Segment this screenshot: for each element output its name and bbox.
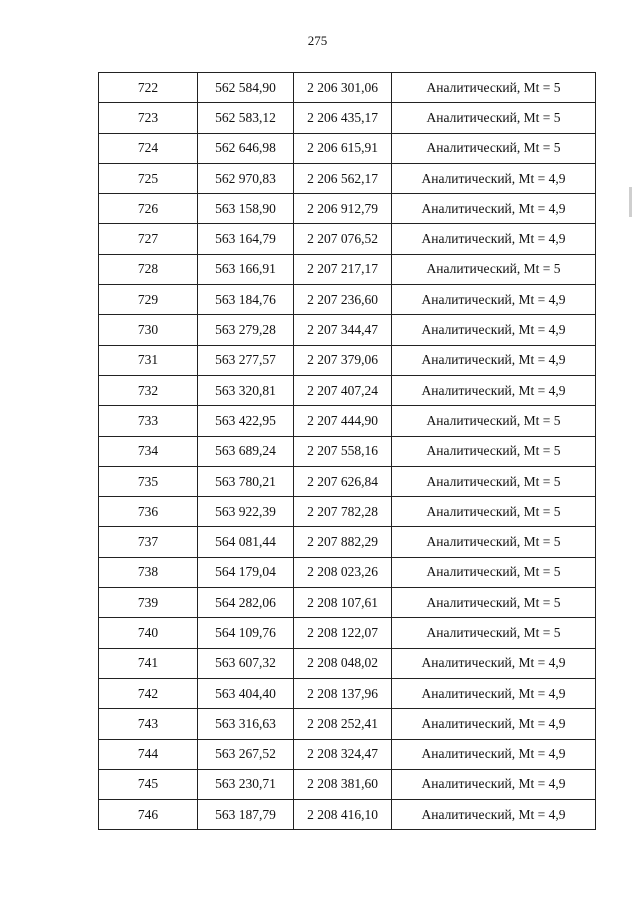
method-cell: Аналитический, Mt = 5 (392, 527, 596, 557)
y-coordinate-cell: 2 207 882,29 (294, 527, 392, 557)
point-number-cell: 729 (99, 285, 198, 315)
point-number-cell: 746 (99, 800, 198, 830)
x-coordinate-cell: 562 970,83 (198, 163, 294, 193)
x-coordinate-cell: 562 584,90 (198, 73, 294, 103)
method-cell: Аналитический, Mt = 5 (392, 406, 596, 436)
method-cell: Аналитический, Mt = 5 (392, 497, 596, 527)
table-row (99, 739, 596, 769)
method-cell: Аналитический, Mt = 4,9 (392, 769, 596, 799)
x-coordinate-cell: 563 607,32 (198, 648, 294, 678)
y-coordinate-cell: 2 207 444,90 (294, 406, 392, 436)
point-number-cell: 728 (99, 254, 198, 284)
point-number-cell: 725 (99, 163, 198, 193)
y-coordinate-cell: 2 208 381,60 (294, 769, 392, 799)
x-coordinate-cell: 563 158,90 (198, 194, 294, 224)
y-coordinate-cell: 2 206 912,79 (294, 194, 392, 224)
method-cell: Аналитический, Mt = 5 (392, 436, 596, 466)
x-coordinate-cell: 563 404,40 (198, 678, 294, 708)
x-coordinate-cell: 563 689,24 (198, 436, 294, 466)
y-coordinate-cell: 2 208 122,07 (294, 618, 392, 648)
x-coordinate-cell: 563 780,21 (198, 466, 294, 496)
point-number-cell: 734 (99, 436, 198, 466)
y-coordinate-cell: 2 207 344,47 (294, 315, 392, 345)
x-coordinate-cell: 564 179,04 (198, 557, 294, 587)
table-row (99, 769, 596, 799)
y-coordinate-cell: 2 208 137,96 (294, 678, 392, 708)
method-cell: Аналитический, Mt = 4,9 (392, 739, 596, 769)
y-coordinate-cell: 2 207 558,16 (294, 436, 392, 466)
method-cell: Аналитический, Mt = 4,9 (392, 709, 596, 739)
point-number-cell: 738 (99, 557, 198, 587)
method-cell: Аналитический, Mt = 5 (392, 254, 596, 284)
table-row (99, 224, 596, 254)
table-row (99, 436, 596, 466)
table-row (99, 103, 596, 133)
y-coordinate-cell: 2 206 562,17 (294, 163, 392, 193)
table-row (99, 163, 596, 193)
x-coordinate-cell: 563 316,63 (198, 709, 294, 739)
table-row (99, 557, 596, 587)
y-coordinate-cell: 2 206 435,17 (294, 103, 392, 133)
scan-edge-mark (629, 187, 632, 217)
method-cell: Аналитический, Mt = 4,9 (392, 648, 596, 678)
table-row (99, 406, 596, 436)
table-row (99, 133, 596, 163)
method-cell: Аналитический, Mt = 4,9 (392, 345, 596, 375)
point-number-cell: 737 (99, 527, 198, 557)
point-number-cell: 739 (99, 588, 198, 618)
y-coordinate-cell: 2 208 023,26 (294, 557, 392, 587)
y-coordinate-cell: 2 208 107,61 (294, 588, 392, 618)
x-coordinate-cell: 562 646,98 (198, 133, 294, 163)
point-number-cell: 740 (99, 618, 198, 648)
x-coordinate-cell: 563 187,79 (198, 800, 294, 830)
y-coordinate-cell: 2 207 626,84 (294, 466, 392, 496)
point-number-cell: 727 (99, 224, 198, 254)
table-row (99, 375, 596, 405)
method-cell: Аналитический, Mt = 5 (392, 73, 596, 103)
x-coordinate-cell: 562 583,12 (198, 103, 294, 133)
x-coordinate-cell: 563 422,95 (198, 406, 294, 436)
point-number-cell: 743 (99, 709, 198, 739)
y-coordinate-cell: 2 208 252,41 (294, 709, 392, 739)
y-coordinate-cell: 2 206 301,06 (294, 73, 392, 103)
point-number-cell: 745 (99, 769, 198, 799)
method-cell: Аналитический, Mt = 5 (392, 133, 596, 163)
table-row (99, 648, 596, 678)
point-number-cell: 724 (99, 133, 198, 163)
table-row (99, 618, 596, 648)
y-coordinate-cell: 2 206 615,91 (294, 133, 392, 163)
coordinates-table (98, 72, 596, 830)
table-row (99, 588, 596, 618)
method-cell: Аналитический, Mt = 5 (392, 588, 596, 618)
table-row (99, 285, 596, 315)
table-row (99, 315, 596, 345)
x-coordinate-cell: 564 081,44 (198, 527, 294, 557)
method-cell: Аналитический, Mt = 4,9 (392, 678, 596, 708)
point-number-cell: 742 (99, 678, 198, 708)
x-coordinate-cell: 564 282,06 (198, 588, 294, 618)
y-coordinate-cell: 2 207 782,28 (294, 497, 392, 527)
method-cell: Аналитический, Mt = 4,9 (392, 285, 596, 315)
table-row (99, 466, 596, 496)
page-number: 275 (307, 33, 328, 48)
method-cell: Аналитический, Mt = 4,9 (392, 375, 596, 405)
table-row (99, 800, 596, 830)
method-cell: Аналитический, Mt = 4,9 (392, 224, 596, 254)
point-number-cell: 730 (99, 315, 198, 345)
method-cell: Аналитический, Mt = 5 (392, 557, 596, 587)
x-coordinate-cell: 563 277,57 (198, 345, 294, 375)
table-body (99, 73, 596, 830)
method-cell: Аналитический, Mt = 5 (392, 103, 596, 133)
x-coordinate-cell: 563 230,71 (198, 769, 294, 799)
table-row (99, 497, 596, 527)
point-number-cell: 731 (99, 345, 198, 375)
point-number-cell: 741 (99, 648, 198, 678)
y-coordinate-cell: 2 207 217,17 (294, 254, 392, 284)
point-number-cell: 733 (99, 406, 198, 436)
method-cell: Аналитический, Mt = 5 (392, 618, 596, 648)
x-coordinate-cell: 563 166,91 (198, 254, 294, 284)
x-coordinate-cell: 563 320,81 (198, 375, 294, 405)
table-row (99, 678, 596, 708)
point-number-cell: 735 (99, 466, 198, 496)
x-coordinate-cell: 563 279,28 (198, 315, 294, 345)
y-coordinate-cell: 2 207 236,60 (294, 285, 392, 315)
y-coordinate-cell: 2 207 379,06 (294, 345, 392, 375)
y-coordinate-cell: 2 207 407,24 (294, 375, 392, 405)
method-cell: Аналитический, Mt = 5 (392, 466, 596, 496)
method-cell: Аналитический, Mt = 4,9 (392, 315, 596, 345)
y-coordinate-cell: 2 208 048,02 (294, 648, 392, 678)
table-row (99, 527, 596, 557)
y-coordinate-cell: 2 208 416,10 (294, 800, 392, 830)
table-row (99, 73, 596, 103)
point-number-cell: 744 (99, 739, 198, 769)
y-coordinate-cell: 2 208 324,47 (294, 739, 392, 769)
method-cell: Аналитический, Mt = 4,9 (392, 163, 596, 193)
x-coordinate-cell: 564 109,76 (198, 618, 294, 648)
x-coordinate-cell: 563 164,79 (198, 224, 294, 254)
method-cell: Аналитический, Mt = 4,9 (392, 800, 596, 830)
x-coordinate-cell: 563 922,39 (198, 497, 294, 527)
point-number-cell: 732 (99, 375, 198, 405)
y-coordinate-cell: 2 207 076,52 (294, 224, 392, 254)
point-number-cell: 726 (99, 194, 198, 224)
x-coordinate-cell: 563 184,76 (198, 285, 294, 315)
table-row (99, 254, 596, 284)
method-cell: Аналитический, Mt = 4,9 (392, 194, 596, 224)
table-row (99, 345, 596, 375)
table-row (99, 194, 596, 224)
point-number-cell: 736 (99, 497, 198, 527)
point-number-cell: 722 (99, 73, 198, 103)
point-number-cell: 723 (99, 103, 198, 133)
x-coordinate-cell: 563 267,52 (198, 739, 294, 769)
table-row (99, 709, 596, 739)
